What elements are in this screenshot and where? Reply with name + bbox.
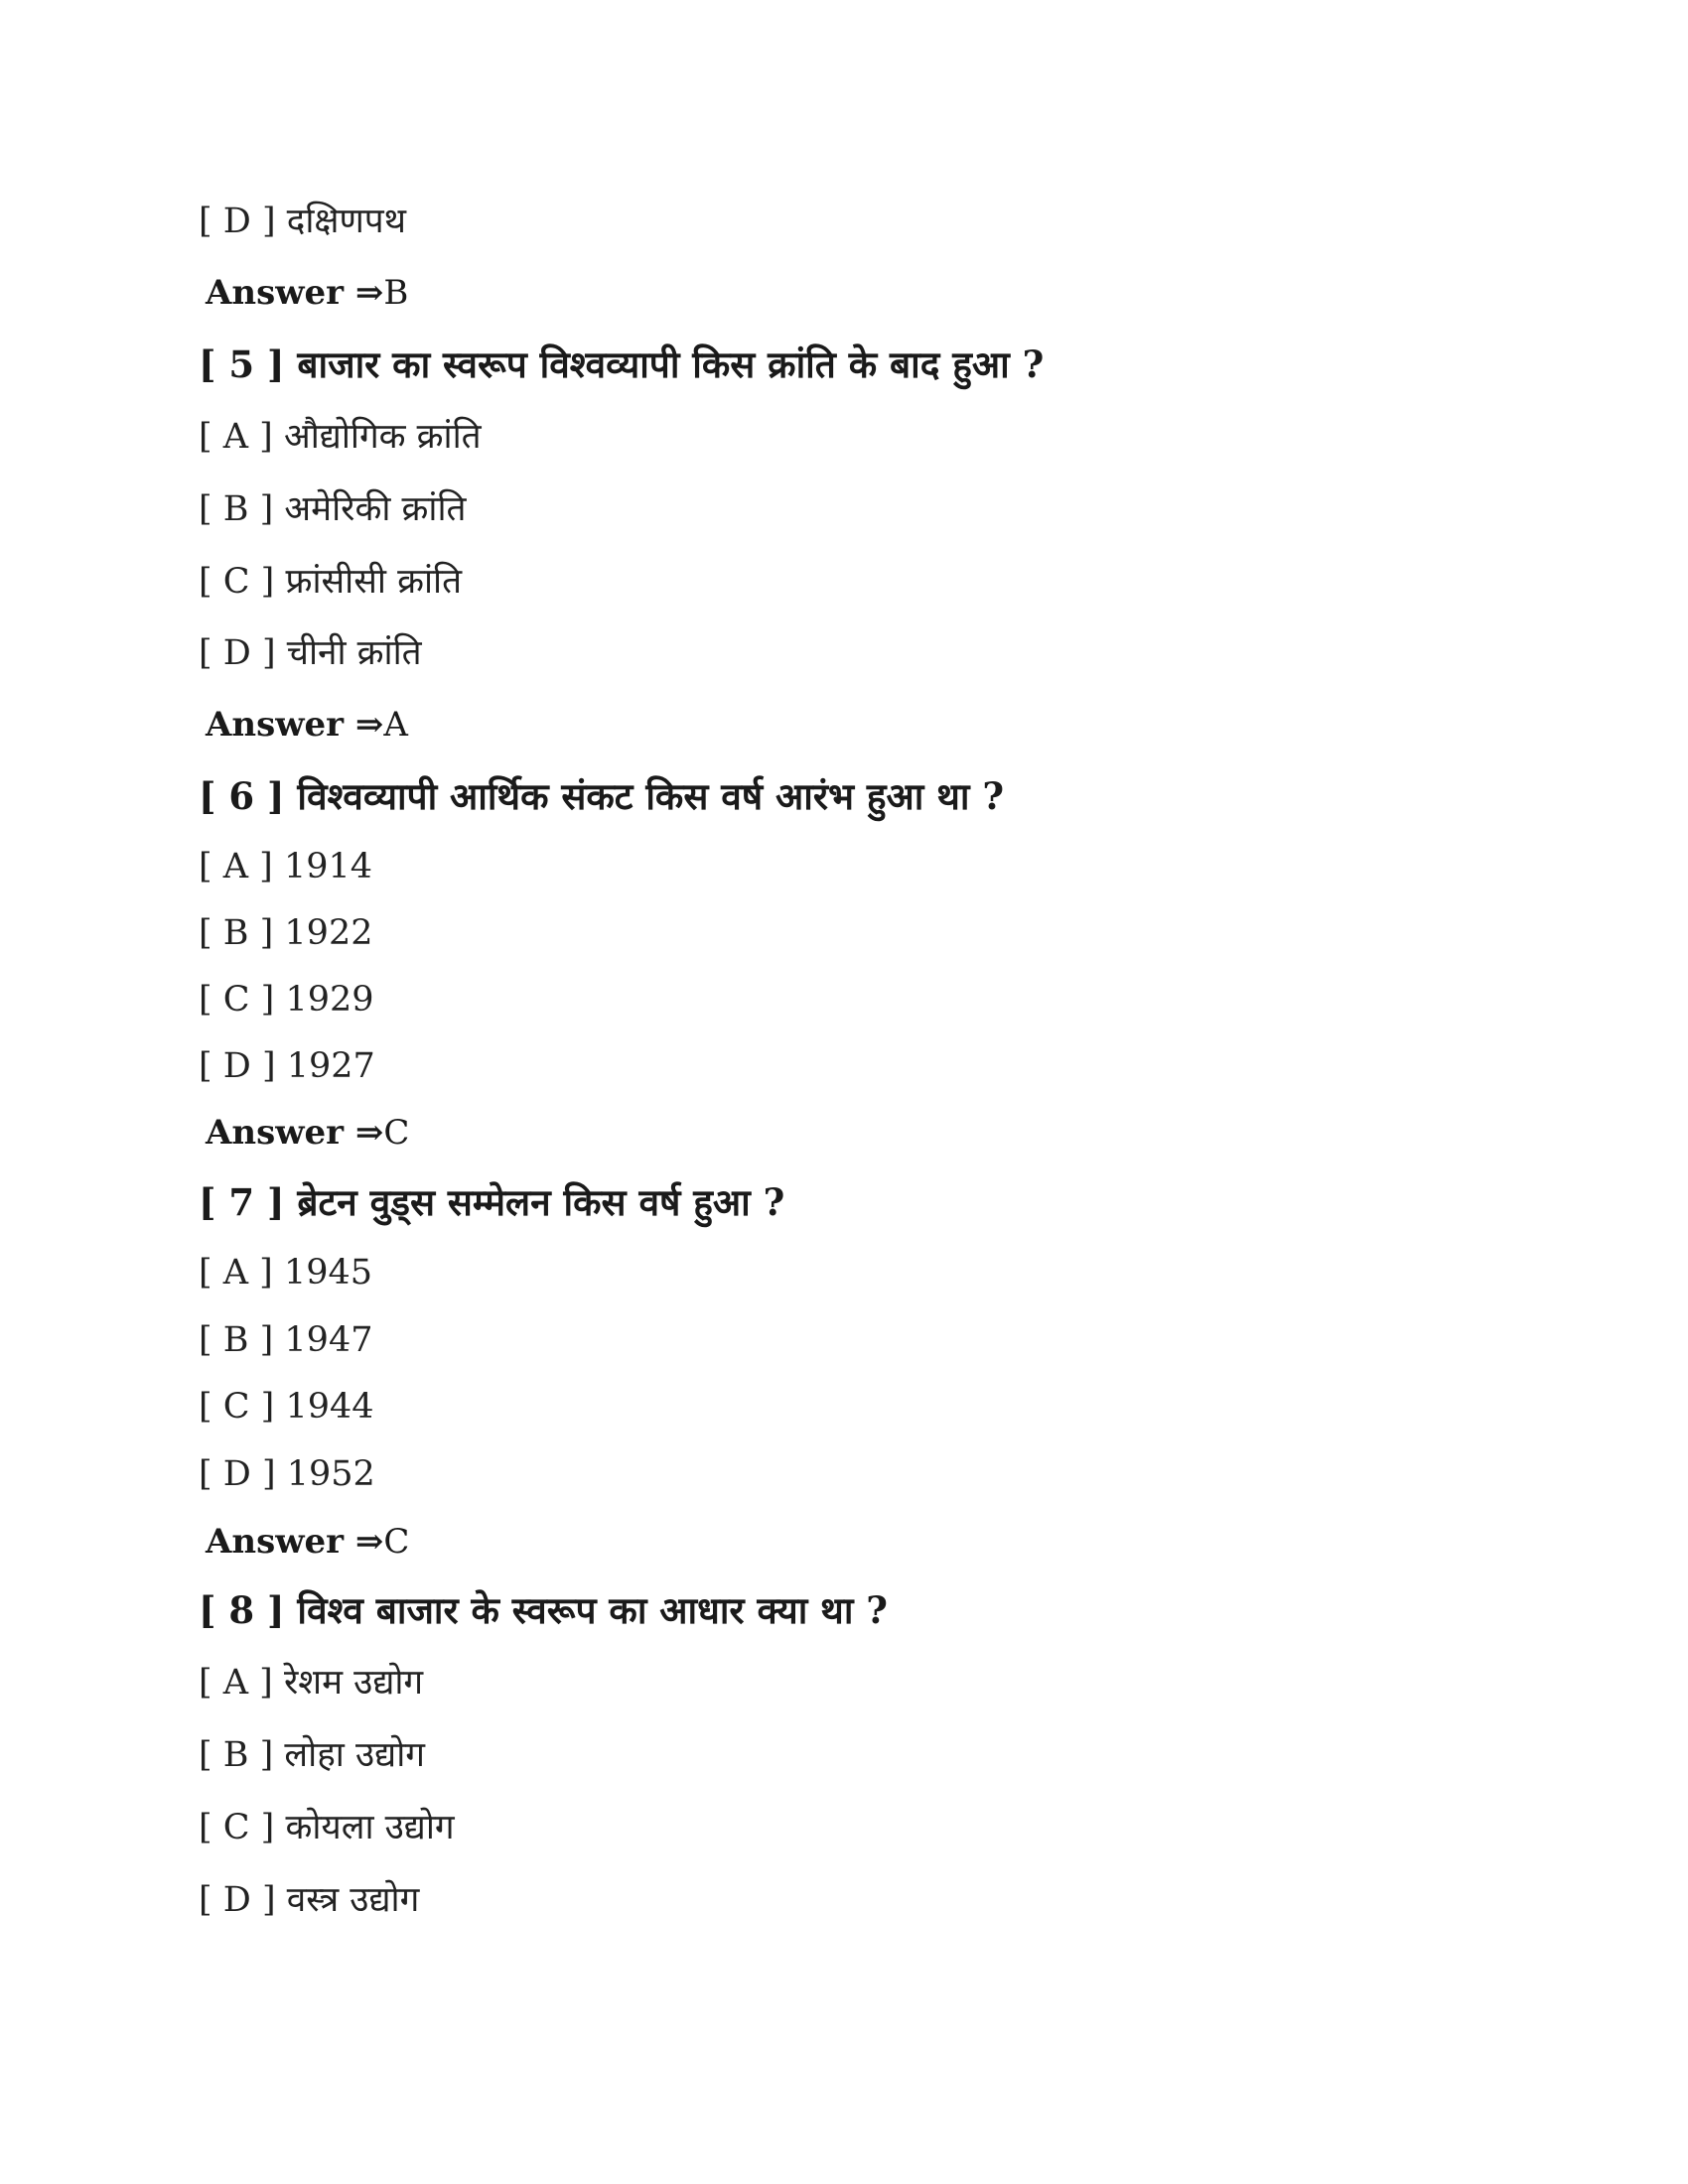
question-5: [ 5 ] बाजार का स्वरूप विश्वव्यापी किस क्रांति के बाद हुआ ? <box>199 342 1045 386</box>
option-c-q5: [ C ] फ्रांसीसी क्रांति <box>199 562 463 602</box>
option-b-q8: [ B ] लोहा उद्योग <box>199 1735 425 1775</box>
answer-value: C <box>383 1113 410 1153</box>
option-a-q7: [ A ] 1945 <box>199 1253 373 1293</box>
answer-value: B <box>383 273 409 313</box>
answer-q6 <box>206 1103 409 1162</box>
option-c-q8: [ C ] कोयला उद्योग <box>199 1808 455 1847</box>
answer-value: C <box>383 1522 410 1562</box>
question-8: [ 8 ] विश्व बाजार के स्वरूप का आधार क्या था ? <box>199 1588 888 1632</box>
option-d-q8: [ D ] वस्त्र उद्योग <box>199 1880 420 1920</box>
option-d-q7: [ D ] 1952 <box>199 1454 375 1494</box>
option-a-q5: [ A ] औद्योगिक क्रांति <box>199 417 482 457</box>
option-b-q6: [ B ] 1922 <box>199 913 373 953</box>
option-c-q6: [ C ] 1929 <box>199 980 374 1020</box>
answer-label: Answer ⇒ <box>206 705 384 745</box>
option-d-q6: [ D ] 1927 <box>199 1046 375 1086</box>
option-b-q7: [ B ] 1947 <box>199 1320 373 1360</box>
option-a-q8: [ A ] रेशम उद्योग <box>199 1663 424 1703</box>
question-7: [ 7 ] ब्रेटन वुड्स सम्मेलन किस वर्ष हुआ ? <box>199 1180 785 1224</box>
answer-q4 <box>206 263 408 323</box>
answer-label: Answer ⇒ <box>206 1522 384 1562</box>
answer-q5 <box>206 695 408 754</box>
option-d-q5: [ D ] चीनी क्रांति <box>199 633 422 673</box>
answer-value: A <box>383 705 408 745</box>
option-a-q6: [ A ] 1914 <box>199 847 373 887</box>
option-b-q5: [ B ] अमेरिकी क्रांति <box>199 489 467 529</box>
answer-q7 <box>206 1512 409 1571</box>
answer-label: Answer ⇒ <box>206 1113 384 1153</box>
answer-label: Answer ⇒ <box>206 273 384 313</box>
option-d-q4: [ D ] दक्षिणपथ <box>199 202 407 241</box>
question-6: [ 6 ] विश्वव्यापी आर्थिक संकट किस वर्ष आरंभ हुआ था ? <box>199 774 1005 818</box>
option-c-q7: [ C ] 1944 <box>199 1387 374 1427</box>
